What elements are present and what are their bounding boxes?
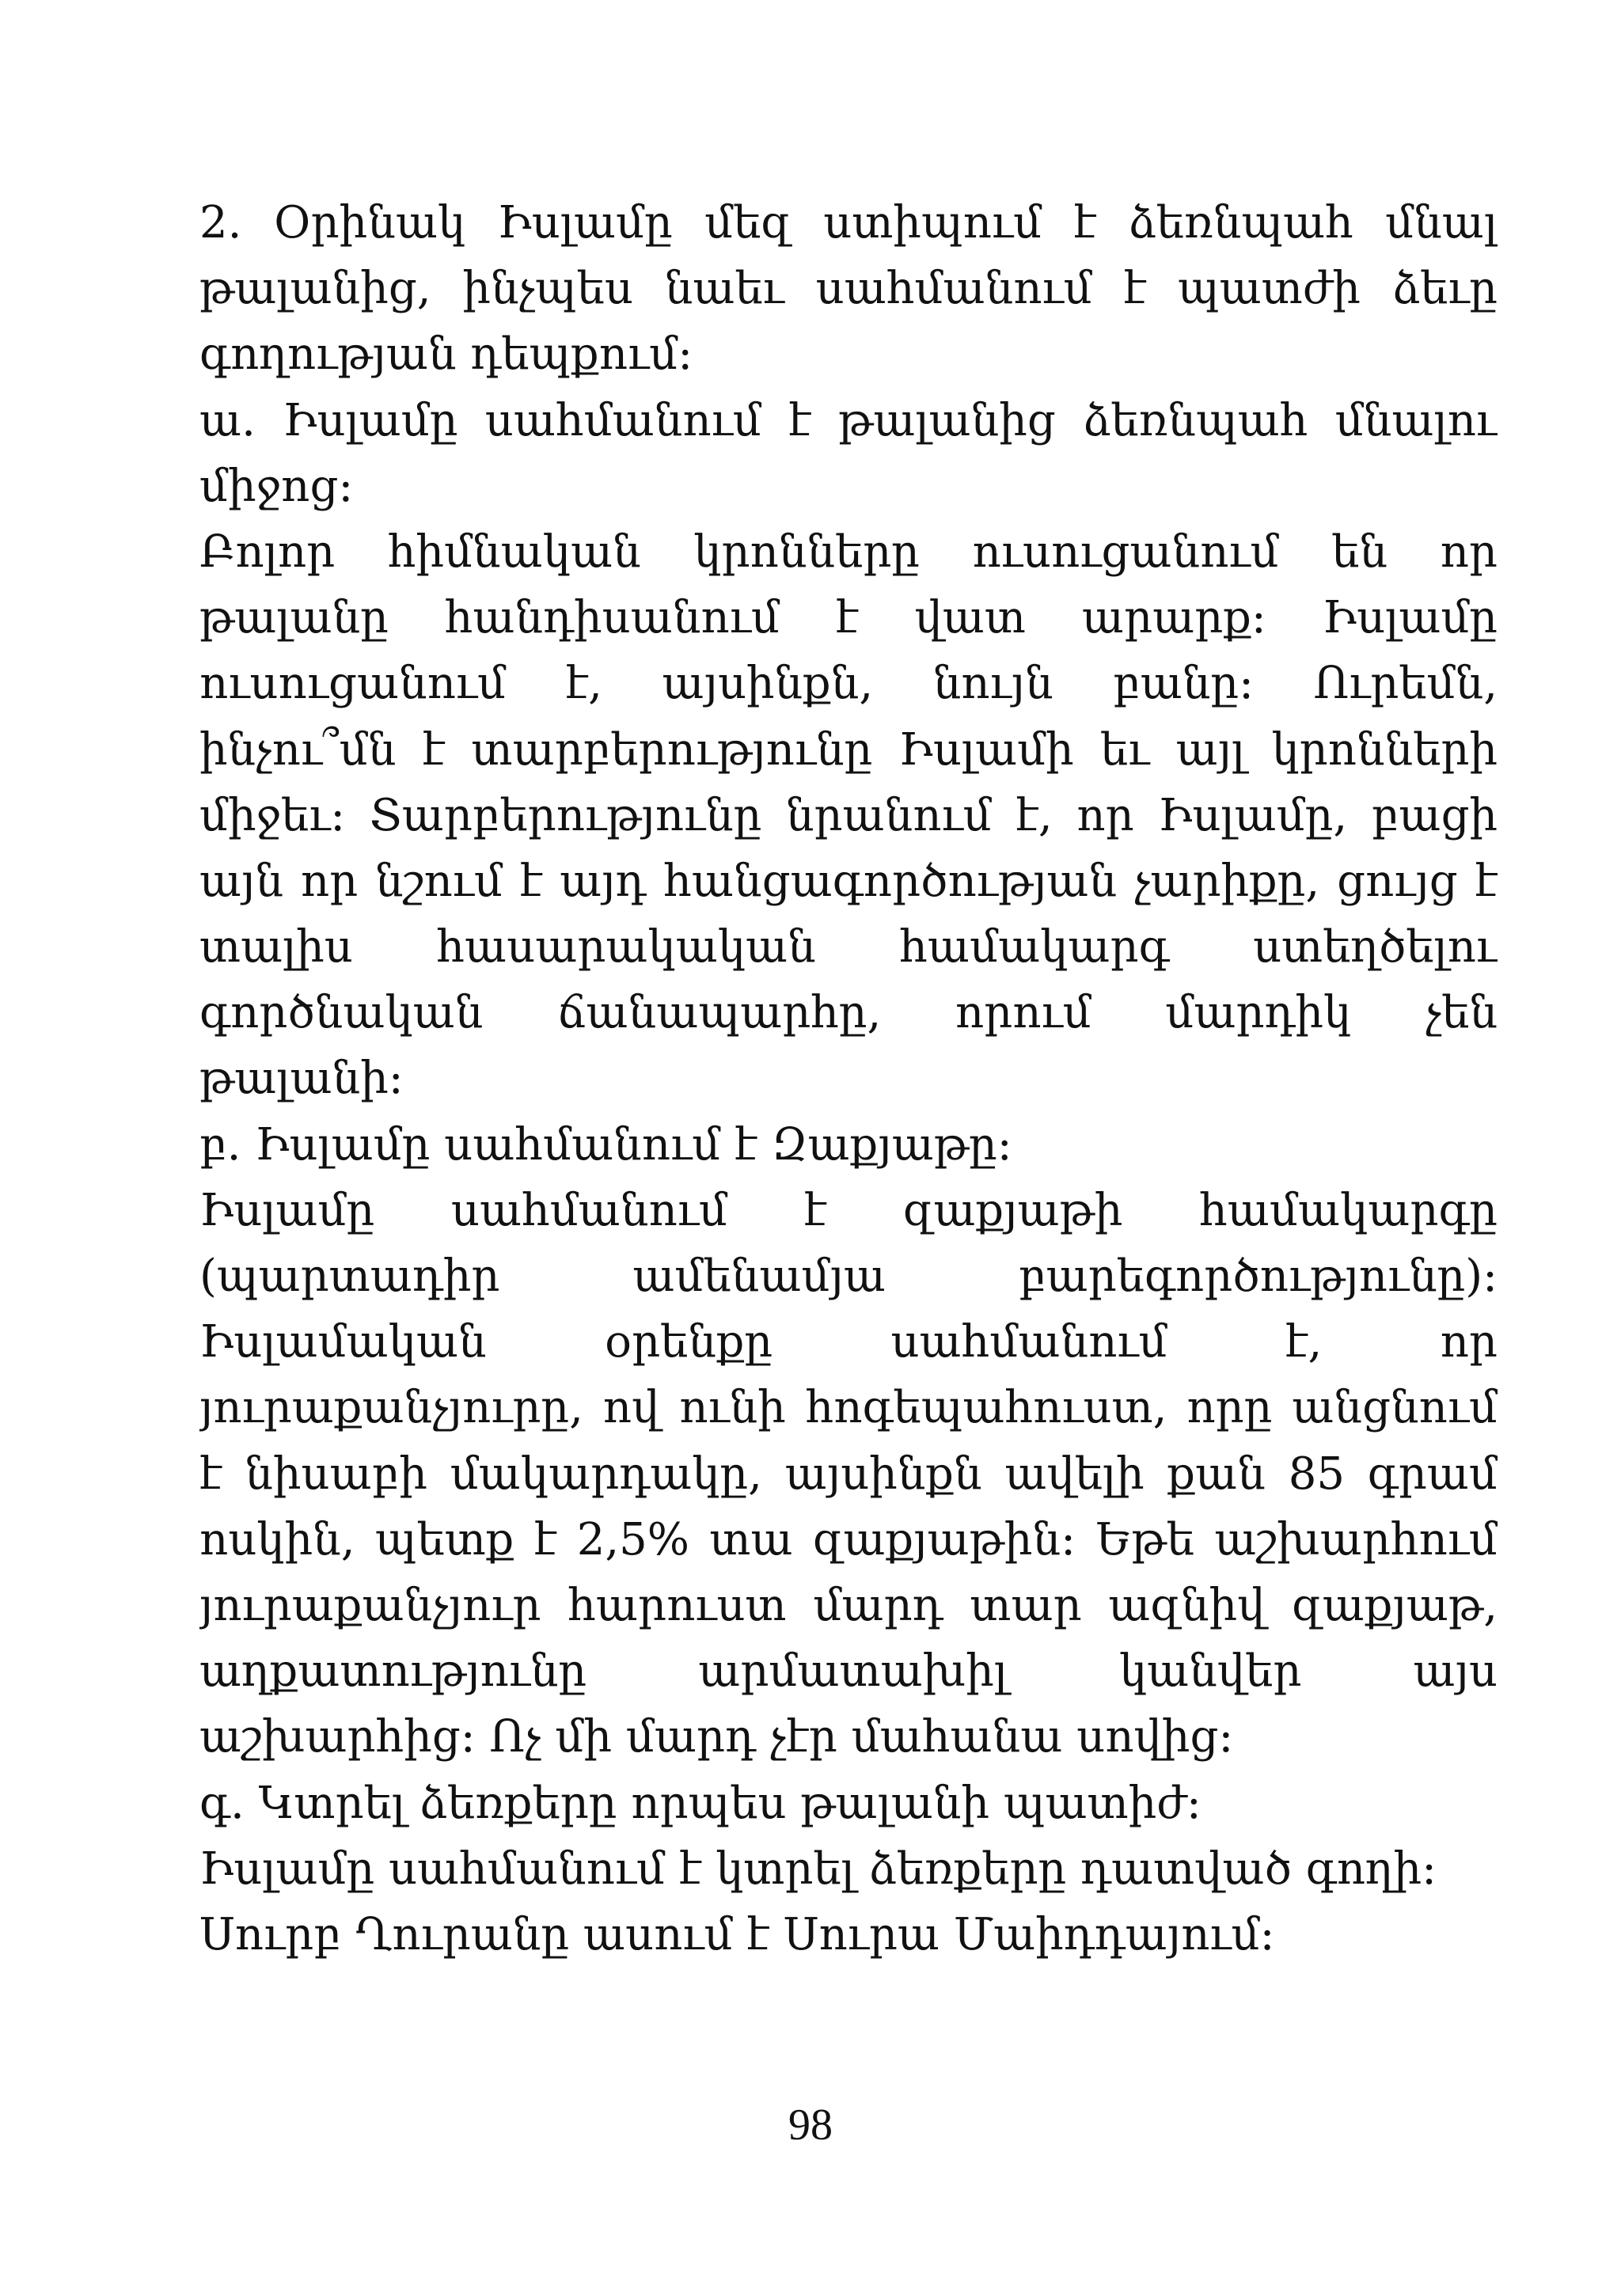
text-line: ուսուցանում է, այսինքն, նույն բանը: Ուրեմն, (199, 658, 1498, 710)
text-line: թալանի: (199, 1053, 404, 1105)
text-line: թալանից, ինչպես նաեւ սահմանում է պատժի ձեւը (199, 263, 1498, 315)
text-line: (պարտադիր ամենամյա բարեգործությունը): (199, 1250, 1498, 1302)
text-line: աշխարհից: Ոչ մի մարդ չէր մահանա սովից: (199, 1711, 1234, 1763)
text-line: այն որ նշում է այդ հանցագործության չարիքը, ցույց է (199, 855, 1498, 907)
text-line: Իսլամական օրենքը սահմանում է, որ (199, 1316, 1498, 1368)
text-line: ոսկին, պետք է 2,5% տա զաքյաթին: Եթե աշխարհում (199, 1513, 1498, 1565)
text-line: Սուրբ Ղուրանը ասում է Սուրա Մաիդդայում: (199, 1908, 1275, 1960)
text-line: բ. Իսլամը սահմանում է Զաքյաթը: (199, 1118, 1012, 1171)
text-line: տալիս հասարակական համակարգ ստեղծելու (199, 921, 1498, 973)
text-line: է նիսաբի մակարդակը, այսինքն ավելի քան 85 գրամ (199, 1448, 1498, 1500)
text-line: 2. Օրինակ Իսլամը մեզ ստիպում է ձեռնպահ մնալ (199, 197, 1498, 249)
text-line: Բոլոր հիմնական կրոնները ուսուցանում են որ (199, 526, 1498, 578)
text-line: գ. Կտրել ձեռքերը որպես թալանի պատիժ: (199, 1777, 1202, 1829)
text-line: աղքատությունը արմատախիլ կանվեր այս (199, 1645, 1498, 1698)
text-line: ա. Իսլամը սահմանում է թալանից ձեռնպահ մնալու (199, 394, 1498, 446)
text-line: գողության դեպքում: (199, 328, 693, 381)
page-number: 98 (788, 2101, 833, 2150)
text-line: Իսլամը սահմանում է կտրել ձեռքերը դատված գողի: (199, 1842, 1437, 1895)
text-line: թալանը հանդիսանում է վատ արարք: Իսլամը (199, 592, 1498, 644)
text-line: միջեւ: Տարբերությունը նրանում է, որ Իսլամը, բացի (199, 789, 1498, 841)
text-line: Իսլամը սահմանում է զաքյաթի համակարգը (199, 1184, 1498, 1236)
text-line: յուրաքանչյուրը, ով ունի հոգեպահուստ, որը անցնում (199, 1382, 1498, 1434)
text-line: գործնական ճանապարհը, որում մարդիկ չեն (199, 987, 1498, 1039)
body-text (199, 190, 1498, 1968)
text-line: յուրաքանչյուր հարուստ մարդ տար ազնիվ զաքյաթ, (199, 1579, 1498, 1631)
text-line: ինչու՞մն է տարբերությունը Իսլամի եւ այլ կրոնների (199, 723, 1498, 776)
text-line: միջոց: (199, 460, 354, 512)
